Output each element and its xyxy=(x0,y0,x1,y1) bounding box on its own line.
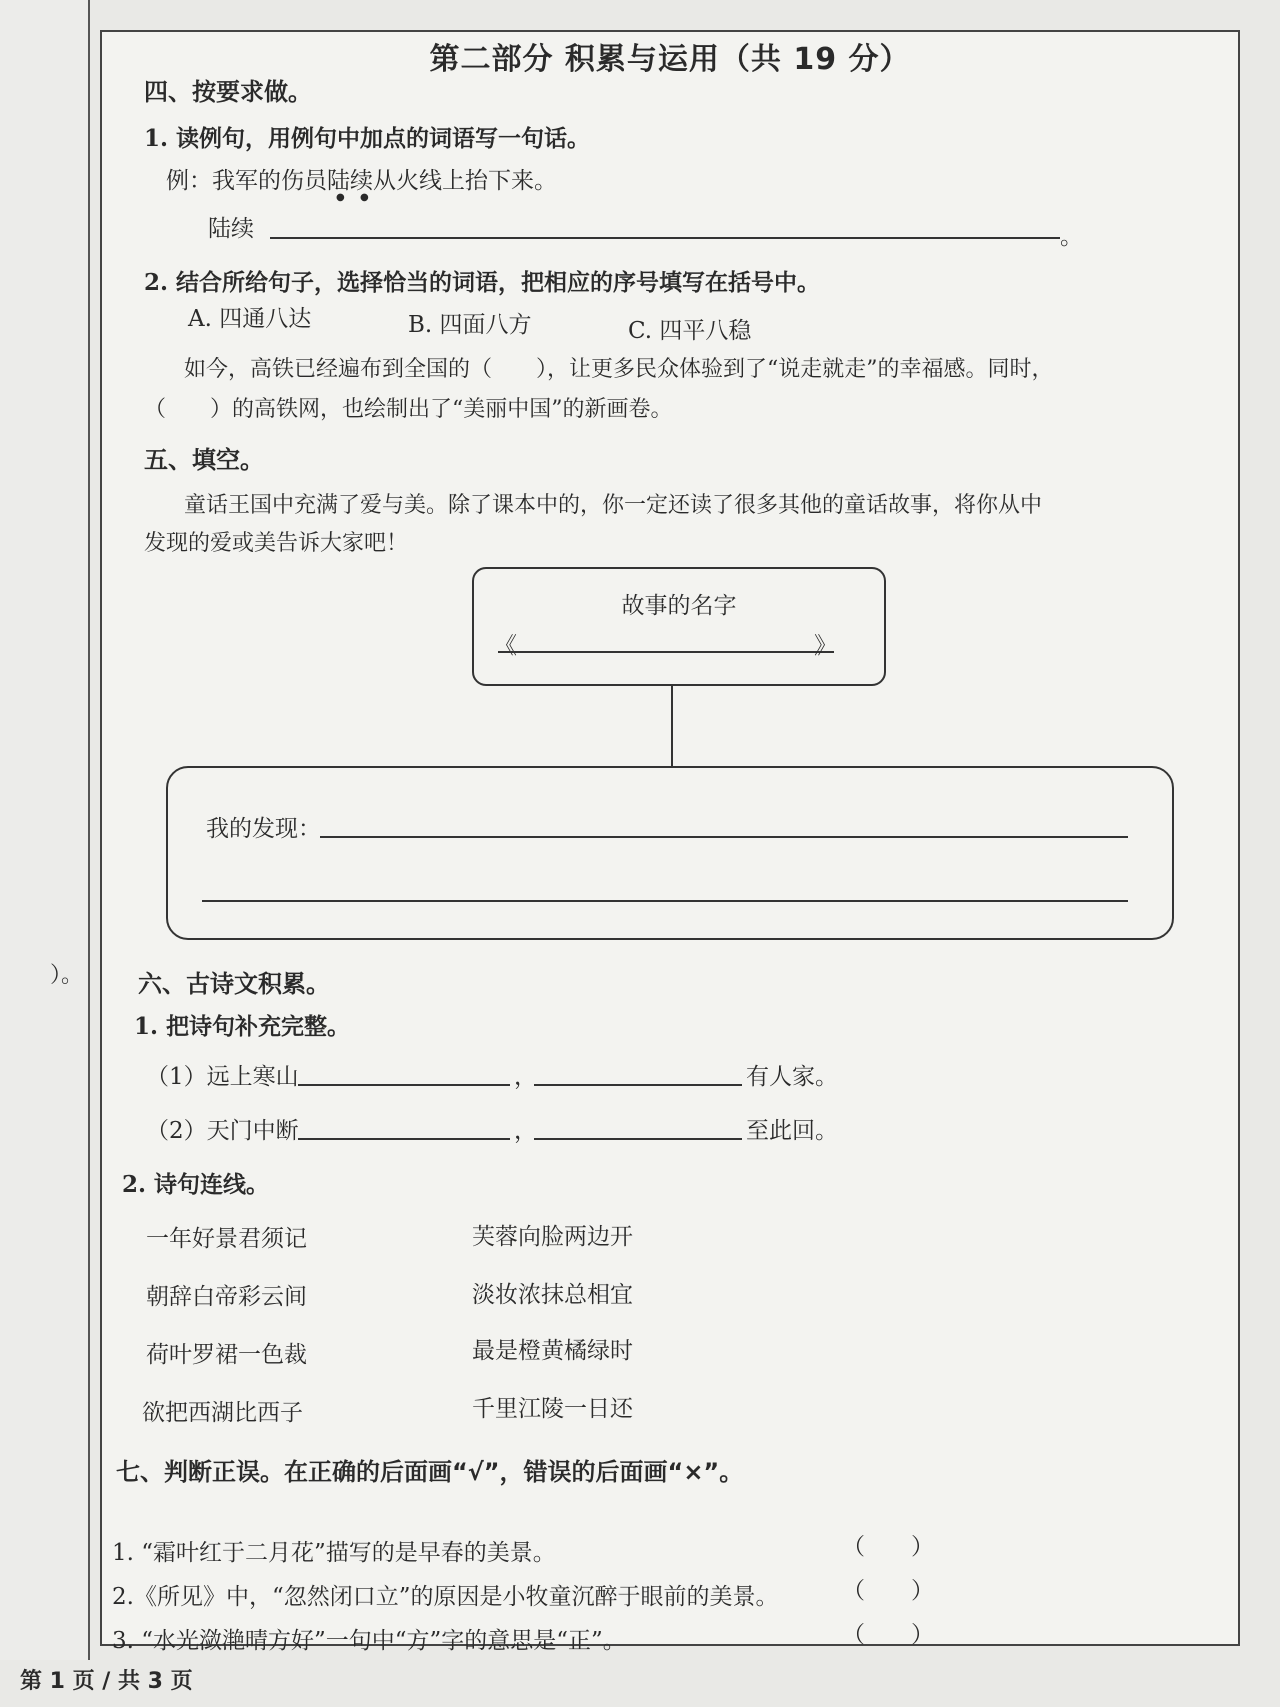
q6-heading: 六、古诗文积累。 xyxy=(138,970,330,998)
poem-right-4[interactable]: 千里江陵一日还 xyxy=(472,1396,633,1422)
q4-word-label: 陆续 xyxy=(208,216,254,242)
story-name-label: 故事的名字 xyxy=(621,593,737,619)
q4-example: 例：我军的伤员陆续从火线上抬下来。 xyxy=(166,168,557,194)
discovery-line-2[interactable] xyxy=(202,900,1128,902)
discovery-label: 我的发现： xyxy=(206,816,321,842)
poem-left-1[interactable]: 一年好景君须记 xyxy=(146,1226,307,1252)
q7-item-1: 1. “霜叶红于二月花”描写的是早春的美景。 xyxy=(112,1540,556,1566)
connector-line xyxy=(671,684,673,766)
poem-right-2[interactable]: 淡妆浓抹总相宜 xyxy=(472,1282,633,1308)
q4-option-a: A. 四通八达 xyxy=(188,306,312,332)
q7-heading: 七、判断正误。在正确的后面画“√”，错误的后面画“×”。 xyxy=(116,1458,744,1486)
q4-item2-title: 2. 结合所给句子，选择恰当的词语，把相应的序号填写在括号中。 xyxy=(144,269,821,296)
discovery-line-1[interactable] xyxy=(320,836,1128,838)
poem-line1-blank1[interactable] xyxy=(298,1084,510,1086)
q7-item-3: 3. “水光潋滟晴方好”一句中“方”字的意思是“正”。 xyxy=(112,1628,626,1654)
q4-heading: 四、按要求做。 xyxy=(144,78,312,106)
q7-answer-bracket-1[interactable]: （ ） xyxy=(842,1534,934,1560)
poem-line2-comma: ， xyxy=(514,1118,537,1144)
section-title: 第二部分 积累与运用（共 19 分） xyxy=(429,42,911,77)
close-book-quote: 》 xyxy=(814,633,837,659)
poem-line2-blank2[interactable] xyxy=(534,1138,742,1140)
q7-item-2: 2.《所见》中，“忽然闭口立”的原因是小牧童沉醉于眼前的美景。 xyxy=(112,1584,779,1610)
q6-item2-title: 2. 诗句连线。 xyxy=(122,1171,270,1198)
q4-sentence-line2: （ ）的高铁网，也绘制出了“美丽中国”的新画卷。 xyxy=(144,397,673,422)
poem-left-4[interactable]: 欲把西湖比西子 xyxy=(142,1400,303,1426)
left-margin-strip xyxy=(0,0,90,1660)
poem-line1-comma: ， xyxy=(514,1064,537,1090)
q5-para-line2: 发现的爱或美告诉大家吧！ xyxy=(144,531,409,556)
q4-option-b: B. 四面八方 xyxy=(408,312,532,338)
q5-para-line1: 童话王国中充满了爱与美。除了课本中的，你一定还读了很多其他的童话故事，将你从中 xyxy=(184,493,1043,518)
poem-line1-prefix: （1）远上寒山 xyxy=(146,1064,299,1090)
open-book-quote: 《 xyxy=(494,633,517,659)
poem-left-3[interactable]: 荷叶罗裙一色裁 xyxy=(146,1342,307,1368)
emphasis-dot: ● xyxy=(336,192,345,203)
poem-line1-suffix: 有人家。 xyxy=(746,1064,838,1090)
q7-answer-bracket-3[interactable]: （ ） xyxy=(842,1622,934,1648)
q5-heading: 五、填空。 xyxy=(144,446,264,474)
q6-item1-title: 1. 把诗句补充完整。 xyxy=(134,1013,351,1040)
q7-answer-bracket-2[interactable]: （ ） xyxy=(842,1578,934,1604)
q4-sentence-line1: 如今，高铁已经遍布到全国的（ ），让更多民众体验到了“说走就走”的幸福感。同时， xyxy=(184,357,1054,382)
q4-answer-line[interactable] xyxy=(270,237,1060,239)
poem-line2-prefix: （2）天门中断 xyxy=(146,1118,299,1144)
poem-line1-blank2[interactable] xyxy=(534,1084,742,1086)
q4-item1-title: 1. 读例句，用例句中加点的词语写一句话。 xyxy=(144,125,591,152)
poem-right-3[interactable]: 最是橙黄橘绿时 xyxy=(472,1338,633,1364)
page-footer: 第 1 页 / 共 3 页 xyxy=(20,1669,193,1694)
exam-sheet xyxy=(100,30,1240,1654)
q4-end-mark: 。 xyxy=(1060,224,1083,250)
poem-line2-blank1[interactable] xyxy=(298,1138,510,1140)
q4-option-c: C. 四平八稳 xyxy=(628,318,752,344)
poem-right-1[interactable]: 芙蓉向脸两边开 xyxy=(472,1224,633,1250)
poem-line2-suffix: 至此回。 xyxy=(746,1118,838,1144)
story-name-line[interactable] xyxy=(498,651,834,653)
poem-left-2[interactable]: 朝辞白帝彩云间 xyxy=(146,1284,307,1310)
emphasis-dot: ● xyxy=(360,192,369,203)
discovery-box xyxy=(166,766,1174,940)
margin-mark: ）。 xyxy=(50,963,84,988)
story-name-box xyxy=(472,567,886,686)
